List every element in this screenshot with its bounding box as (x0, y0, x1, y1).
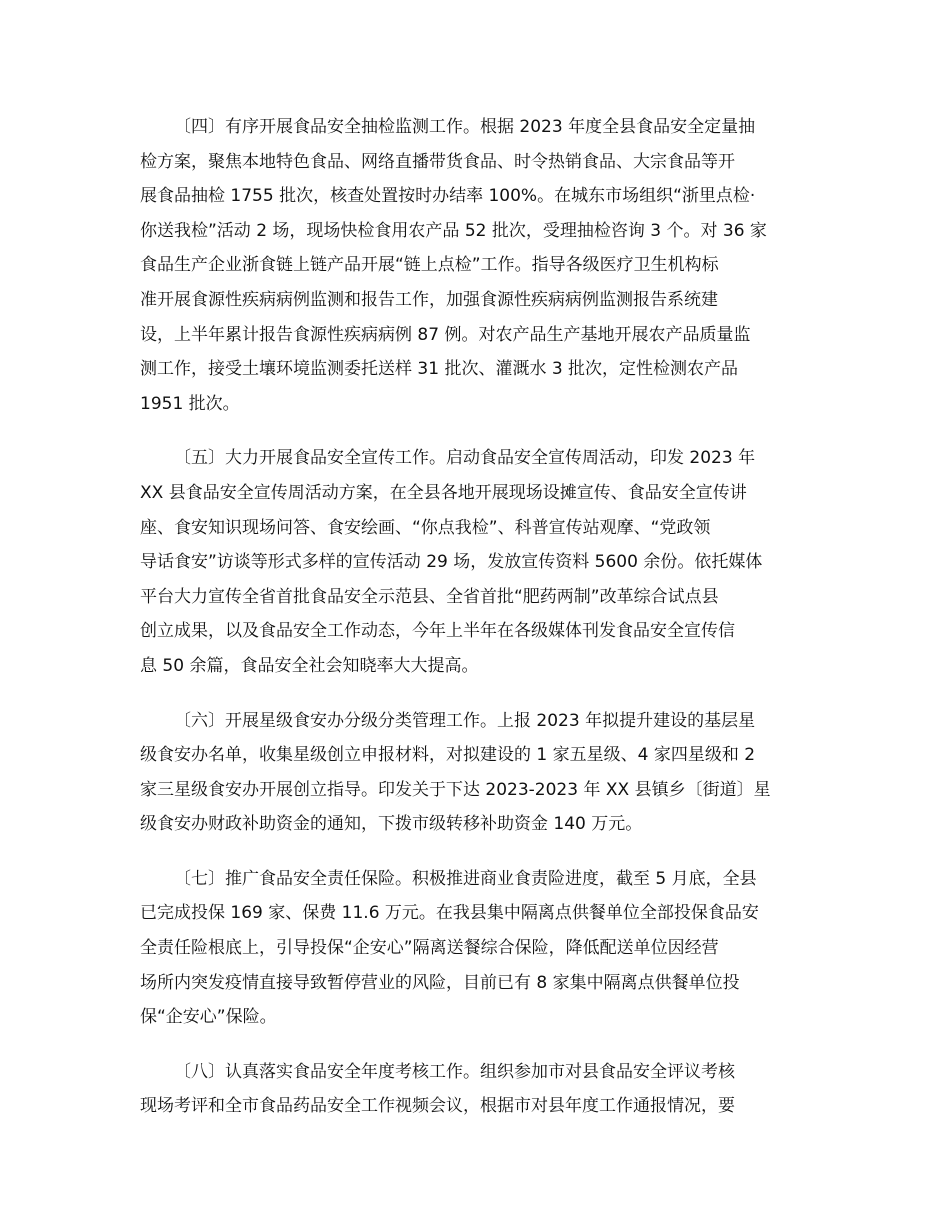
text-line: 检方案，聚焦本地特色食品、网络直播带货食品、时令热销食品、大宗食品等开 (140, 151, 735, 172)
text-line: 〔七〕推广食品安全责任保险。积极推进商业食责险进度，截至 5 月底，全县 (174, 868, 757, 889)
text-line: 场所内突发疫情直接导致暂停营业的风险，目前已有 8 家集中隔离点供餐单位投 (140, 972, 740, 993)
text-line: 〔六〕开展星级食安办分级分类管理工作。上报 2023 年拟提升建设的基层星 (174, 710, 756, 731)
text-line: 〔四〕有序开展食品安全抽检监测工作。根据 2023 年度全县食品安全定量抽 (174, 117, 756, 137)
paragraph-liability-insurance (140, 862, 812, 1035)
text-line: 家三星级食安办开展创立指导。印发关于下达 2023-2023 年 XX 县镇乡〔街道〕星 (140, 779, 771, 800)
paragraph-annual-assessment (140, 1055, 812, 1124)
text-line: 〔八〕认真落实食品安全年度考核工作。组织参加市对县食品安全评议考核 (174, 1061, 735, 1082)
paragraph-food-safety-sampling (140, 110, 812, 421)
text-line: 息 50 余篇，食品安全社会知晓率大大提高。 (140, 655, 479, 676)
document-body (140, 110, 812, 1144)
text-line: 1951 批次。 (140, 393, 240, 414)
text-line: 级食安办财政补助资金的通知，下拨市级转移补助资金 140 万元。 (140, 814, 643, 835)
text-line: 准开展食源性疾病病例监测和报告工作，加强食源性疾病病例监测报告系统建 (140, 289, 718, 310)
text-line: 你送我检”活动 2 场，现场快检食用农产品 52 批次，受理抽检咨询 3 个。对 36 家 (140, 220, 767, 241)
text-line: 导话食安”访谈等形式多样的宣传活动 29 场，发放宣传资料 5600 余份。依托媒体 (140, 552, 763, 573)
text-line: 平台大力宣传全省首批食品安全示范县、全省首批“肥药两制”改革综合试点县 (140, 586, 719, 607)
paragraph-star-rating-management (140, 704, 812, 842)
text-line: 测工作，接受土壤环境监测委托送样 31 批次、灌溉水 3 批次，定性检测农产品 (140, 359, 739, 380)
paragraph-food-safety-publicity (140, 441, 812, 683)
text-line: 保“企安心”保险。 (140, 1007, 277, 1028)
text-line: XX 县食品安全宣传周活动方案，在全县各地开展现场设摊宣传、食品安全宣传讲 (140, 482, 747, 503)
text-line: 〔五〕大力开展食品安全宣传工作。启动食品安全宣传周活动，印发 2023 年 (174, 448, 756, 469)
text-line: 级食安办名单，收集星级创立申报材料，对拟建设的 1 家五星级、4 家四星级和 2 (140, 745, 756, 766)
text-line: 设，上半年累计报告食源性疾病病例 87 例。对农产品生产基地开展农产品质量监 (140, 324, 751, 345)
text-line: 现场考评和全市食品药品安全工作视频会议，根据市对县年度工作通报情况，要 (140, 1096, 735, 1117)
text-line: 座、食安知识现场问答、食安绘画、“你点我检”、科普宣传站观摩、“党政领 (140, 517, 711, 538)
text-line: 展食品抽检 1755 批次，核查处置按时办结率 100%。在城东市场组织“浙里点检· (140, 186, 756, 207)
text-line: 已完成投保 169 家、保费 11.6 万元。在我县集中隔离点供餐单位全部投保食品安 (140, 903, 759, 924)
text-line: 创立成果，以及食品安全工作动态，今年上半年在各级媒体刊发食品安全宣传信 (140, 621, 735, 642)
text-line: 全责任险根底上，引导投保“企安心”隔离送餐综合保险，降低配送单位因经营 (140, 938, 719, 959)
text-line: 食品生产企业浙食链上链产品开展“链上点检”工作。指导各级医疗卫生机构标 (140, 255, 719, 276)
